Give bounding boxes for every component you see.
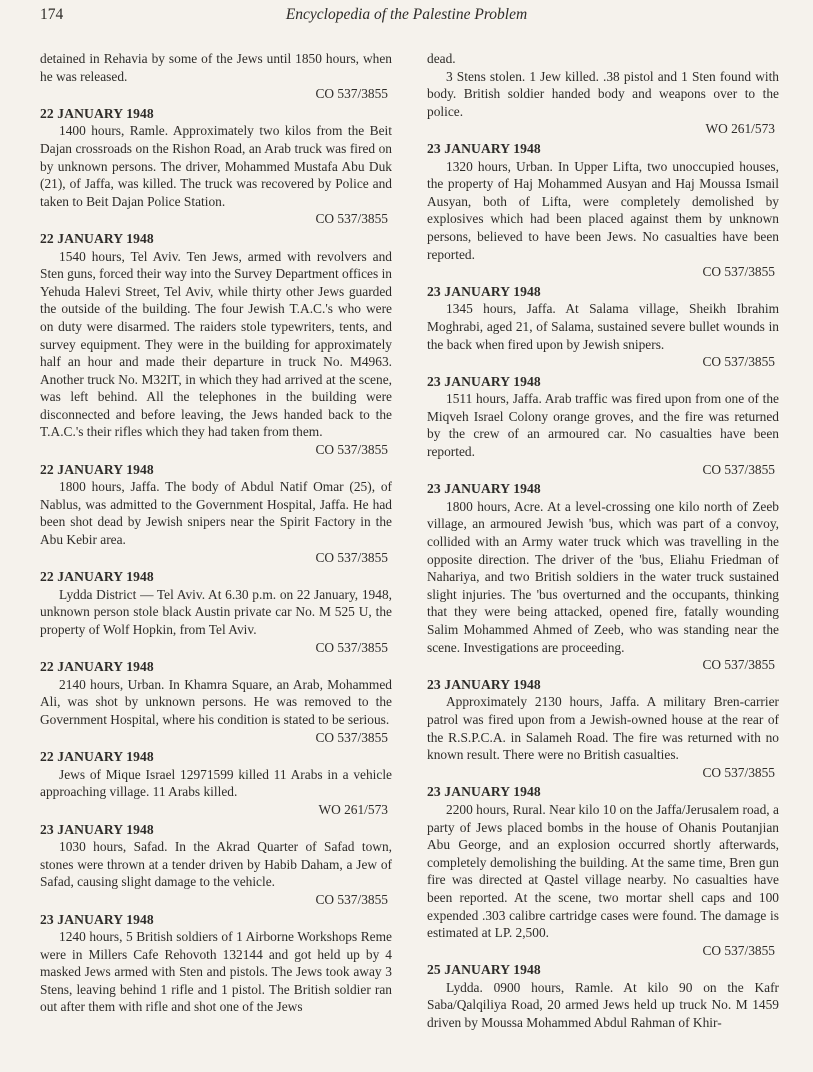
source-reference: WO 261/573 — [318, 801, 388, 817]
entry-text: 1400 hours, Ramle. Approximately two kilos from the Beit Dajan crossroads on the Rishon Road, an Arab truck was fired on by unknown persons. The driver, Mohammed Mustafa Abu Duk (21), of Jaffa, was killed. The truck was recovered by Police and taken to Beit Dajan Police Station. — [40, 123, 392, 209]
log-entry — [40, 50, 392, 103]
page-number: 174 — [40, 6, 64, 23]
entry-date-heading: 23 JANUARY 1948 — [427, 283, 541, 299]
entry-text: 1320 hours, Urban. In Upper Lifta, two unoccupied houses, the property of Haj Mohammed Ausyan and Haj Moussa Ismail Ausyan, both of Lifta, were completely demolished by explosives which had been placed against them by unknown persons, believed to have been Jews. No casualties have been reported. — [427, 158, 779, 262]
source-reference: CO 537/3855 — [702, 657, 775, 673]
left-column — [40, 50, 392, 1018]
log-entry — [427, 676, 779, 782]
log-entry — [40, 821, 392, 909]
entry-text: 2200 hours, Rural. Near kilo 10 on the Jaffa/Jerusalem road, a party of Jews placed bombs in the house of Ohanis Poutanjian Abu George, and an explosion occurred shortly afterwards, completely demolishing the building. At the same time, Bren gun fire was directed at Qastel village nearby. No casualties have been reported. At the scene, two mortar shell caps and 100 expended .303 calibre cartridge cases were found. The damage is estimated at LP. 2,500. — [427, 801, 779, 941]
log-entry — [427, 961, 779, 1031]
entry-text: 1511 hours, Jaffa. Arab traffic was fired upon from one of the Miqveh Israel Colony orange groves, and the fire was returned by the crew of an armoured car. No casualties have been reported. — [427, 391, 779, 460]
source-reference: CO 537/3855 — [702, 264, 775, 280]
entry-date-heading: 23 JANUARY 1948 — [40, 821, 154, 837]
entry-text: 1800 hours, Jaffa. The body of Abdul Natif Omar (25), of Nablus, was admitted to the Government Hospital, Jaffa. He had been shot dead by Jewish snipers near the Spirit Factory in the Abu Kebir area. — [40, 479, 392, 548]
entry-text: Approximately 2130 hours, Jaffa. A military Bren-carrier patrol was fired upon from a Jewish-owned house at the rear of the R.S.P.C.A. in Salameh Road. The fire was returned with no known result. There were no British casualties. — [427, 694, 779, 763]
log-entry — [427, 373, 779, 479]
log-entry — [427, 140, 779, 281]
source-reference: CO 537/3855 — [315, 729, 388, 745]
source-reference: WO 261/573 — [705, 121, 775, 137]
entry-text: 1240 hours, 5 British soldiers of 1 Airborne Workshops Reme were in Millers Cafe Rehovoth 132144 and got held up by 4 masked Jews armed with Sten and pistols. The Jews took away 3 Stens, leaving behind 1 rifle and 1 pistol. The British soldier ran out after them with rifle and shot one of the Jews — [40, 929, 392, 1015]
source-reference: CO 537/3855 — [315, 549, 388, 565]
source-reference: CO 537/3855 — [702, 942, 775, 958]
log-entry — [40, 568, 392, 656]
log-entry — [427, 50, 779, 138]
entry-date-heading: 25 JANUARY 1948 — [427, 962, 541, 978]
entry-text: detained in Rehavia by some of the Jews until 1850 hours, when he was released. — [40, 51, 392, 84]
log-entry — [427, 480, 779, 674]
source-reference: CO 537/3855 — [315, 86, 388, 102]
source-reference: CO 537/3855 — [315, 639, 388, 655]
source-reference: CO 537/3855 — [702, 764, 775, 780]
entry-date-heading: 23 JANUARY 1948 — [427, 373, 541, 389]
source-reference: CO 537/3855 — [702, 354, 775, 370]
entry-date-heading: 23 JANUARY 1948 — [40, 911, 154, 927]
entry-text: Lydda District — Tel Aviv. At 6.30 p.m. on 22 January, 1948, unknown person stole black Austin private car No. M 525 U, the property of Wolf Hopkin, from Tel Aviv. — [40, 586, 392, 637]
entry-text: 1800 hours, Acre. At a level-crossing one kilo north of Zeeb village, an armoured Jewish 'bus, which was part of a convoy, collided with an Army water truck which was travelling in the opposite direction. The driver of the 'bus, Eliahu Friedman of Nahariya, and two British soldiers in the water truck sustained slight injuries. The 'bus overturned and the occupants, thinking that they were being attacked, opened fire, fatally wounding Salim Mohammed Ahmed of Zeeb, who was standing near the scene. Investigations are proceeding. — [427, 498, 779, 655]
entry-date-heading: 22 JANUARY 1948 — [40, 105, 154, 121]
page-header — [40, 6, 773, 28]
log-entry — [427, 783, 779, 959]
entry-text: 2140 hours, Urban. In Khamra Square, an Arab, Mohammed Ali, was shot by unknown persons. He was removed to the Government Hospital, where his condition is stated to be serious. — [40, 676, 392, 727]
log-entry — [40, 911, 392, 1017]
source-reference: CO 537/3855 — [315, 211, 388, 227]
right-column — [427, 50, 779, 1034]
entry-text: 1345 hours, Jaffa. At Salama village, Sheikh Ibrahim Moghrabi, aged 21, of Salama, sustained severe bullet wounds in the back when fired upon by Jewish snipers. — [427, 301, 779, 352]
entry-date-heading: 23 JANUARY 1948 — [427, 676, 541, 692]
source-reference: CO 537/3855 — [702, 461, 775, 477]
log-entry — [40, 230, 392, 459]
running-title: Encyclopedia of the Palestine Problem — [285, 6, 528, 23]
entry-date-heading: 22 JANUARY 1948 — [40, 461, 154, 477]
source-reference: CO 537/3855 — [315, 442, 388, 458]
log-entry — [40, 658, 392, 746]
entry-date-heading: 22 JANUARY 1948 — [40, 749, 154, 765]
entry-text: 1030 hours, Safad. In the Akrad Quarter of Safad town, stones were thrown at a tender driven by Habib Daham, a Jew of Safad, causing slight damage to the vehicle. — [40, 839, 392, 890]
entry-date-heading: 22 JANUARY 1948 — [40, 659, 154, 675]
entry-date-heading: 22 JANUARY 1948 — [40, 569, 154, 585]
entry-text: 3 Stens stolen. 1 Jew killed. .38 pistol and 1 Sten found with body. British soldier handed body and weapons over to the police. — [427, 68, 779, 119]
source-reference: CO 537/3855 — [315, 891, 388, 907]
log-entry — [40, 461, 392, 567]
log-entry — [427, 283, 779, 371]
entry-date-heading: 23 JANUARY 1948 — [427, 481, 541, 497]
entry-text: dead. — [427, 51, 456, 66]
entry-text: 1540 hours, Tel Aviv. Ten Jews, armed with revolvers and Sten guns, forced their way into the Survey Department offices in Yehuda Halevi Street, Tel Aviv, while thirty other Jews guarded the outside of the building. The four Jewish T.A.C.'s who were on duty were disarmed. The raiders stole typewriters, tents, and survey equipment. They were in the building for approximately half an hour and made their departure in truck No. M4963. Another truck No. M32IT, in which they had arrived at the scene, was left behind. All the telephones in the building were disconnected and before leaving, the Jews handed back to the T.A.C.'s their rifles which they had taken from them. — [40, 248, 392, 440]
entry-text: Lydda. 0900 hours, Ramle. At kilo 90 on the Kafr Saba/Qalqiliya Road, 20 armed Jews held up truck No. M 1459 driven by Moussa Mohammed Abdul Rahman of Khir- — [427, 979, 779, 1031]
entry-date-heading: 23 JANUARY 1948 — [427, 140, 541, 156]
entry-text: Jews of Mique Israel 12971599 killed 11 Arabs in a vehicle approaching village. 11 Arabs killed. — [40, 766, 392, 800]
log-entry — [40, 748, 392, 818]
entry-date-heading: 23 JANUARY 1948 — [427, 784, 541, 800]
entry-date-heading: 22 JANUARY 1948 — [40, 230, 154, 246]
log-entry — [40, 105, 392, 228]
